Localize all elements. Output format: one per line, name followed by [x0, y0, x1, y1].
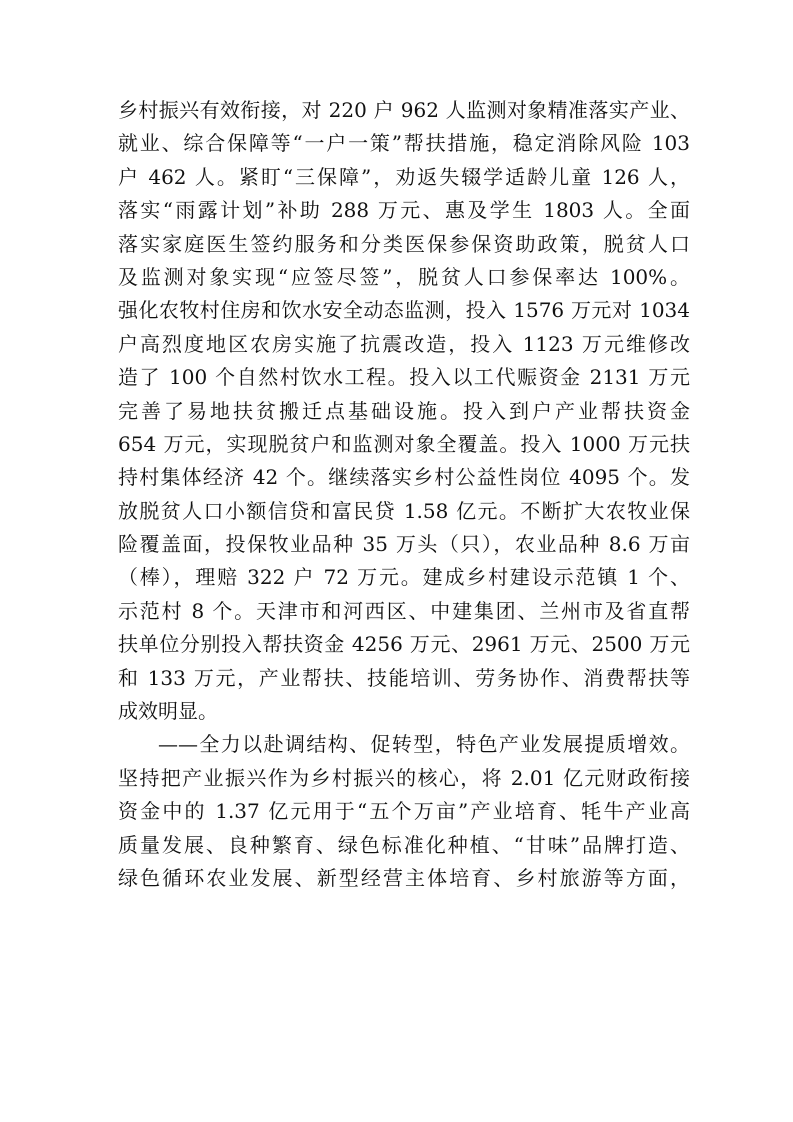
body-text [118, 94, 690, 895]
text-line: 和 133 万元，产业帮扶、技能培训、劳务协作、消费帮扶等 [118, 665, 690, 690]
text-line: 示范村 8 个。天津市和河西区、中建集团、兰州市及省直帮 [118, 598, 690, 623]
text-line: 资金中的 1.37 亿元用于“五个万亩”产业培育、牦牛产业高 [118, 799, 690, 824]
text-line: 持村集体经济 42 个。继续落实乡村公益性岗位 4095 个。发 [118, 465, 690, 490]
text-line: 强化农牧村住房和饮水安全动态监测，投入 1576 万元对 1034 [118, 298, 690, 323]
text-line: 户高烈度地区农房实施了抗震改造，投入 1123 万元维修改 [118, 331, 690, 356]
text-line: 坚持把产业振兴作为乡村振兴的核心，将 2.01 亿元财政衔接 [118, 765, 690, 790]
text-line: 绿色循环农业发展、新型经营主体培育、乡村旅游等方面， [118, 865, 690, 890]
text-line: 放脱贫人口小额信贷和富民贷 1.58 亿元。不断扩大农牧业保 [118, 498, 690, 523]
text-line: （棒），理赔 322 户 72 万元。建成乡村建设示范镇 1 个、 [118, 565, 690, 590]
text-line: 落实家庭医生签约服务和分类医保参保资助政策，脱贫人口 [118, 231, 690, 256]
text-line: 完善了易地扶贫搬迁点基础设施。投入到户产业帮扶资金 [118, 398, 690, 423]
text-line: 户 462 人。紧盯“三保障”，劝返失辍学适龄儿童 126 人， [118, 164, 690, 189]
text-line: 654 万元，实现脱贫户和监测对象全覆盖。投入 1000 万元扶 [118, 431, 690, 456]
text-line: 造了 100 个自然村饮水工程。投入以工代赈资金 2131 万元 [118, 365, 690, 390]
text-line: 乡村振兴有效衔接，对 220 户 962 人监测对象精准落实产业、 [118, 98, 690, 122]
text-line: 险覆盖面，投保牧业品种 35 万头（只），农业品种 8.6 万亩 [118, 532, 690, 557]
text-line: 落实“雨露计划”补助 288 万元、惠及学生 1803 人。全面 [118, 198, 690, 223]
text-line: 及监测对象实现“应签尽签”，脱贫人口参保率达 100%。 [118, 264, 690, 289]
text-line: 质量发展、良种繁育、绿色标准化种植、“甘味”品牌打造、 [118, 832, 690, 857]
text-line: 扶单位分别投入帮扶资金 4256 万元、2961 万元、2500 万元 [118, 632, 690, 657]
text-line: 成效明显。 [118, 699, 218, 724]
section-heading-line: ——全力以赴调结构、促转型，特色产业发展提质增效。 [158, 732, 690, 757]
text-line: 就业、综合保障等“一户一策”帮扶措施，稳定消除风险 103 [118, 131, 690, 156]
